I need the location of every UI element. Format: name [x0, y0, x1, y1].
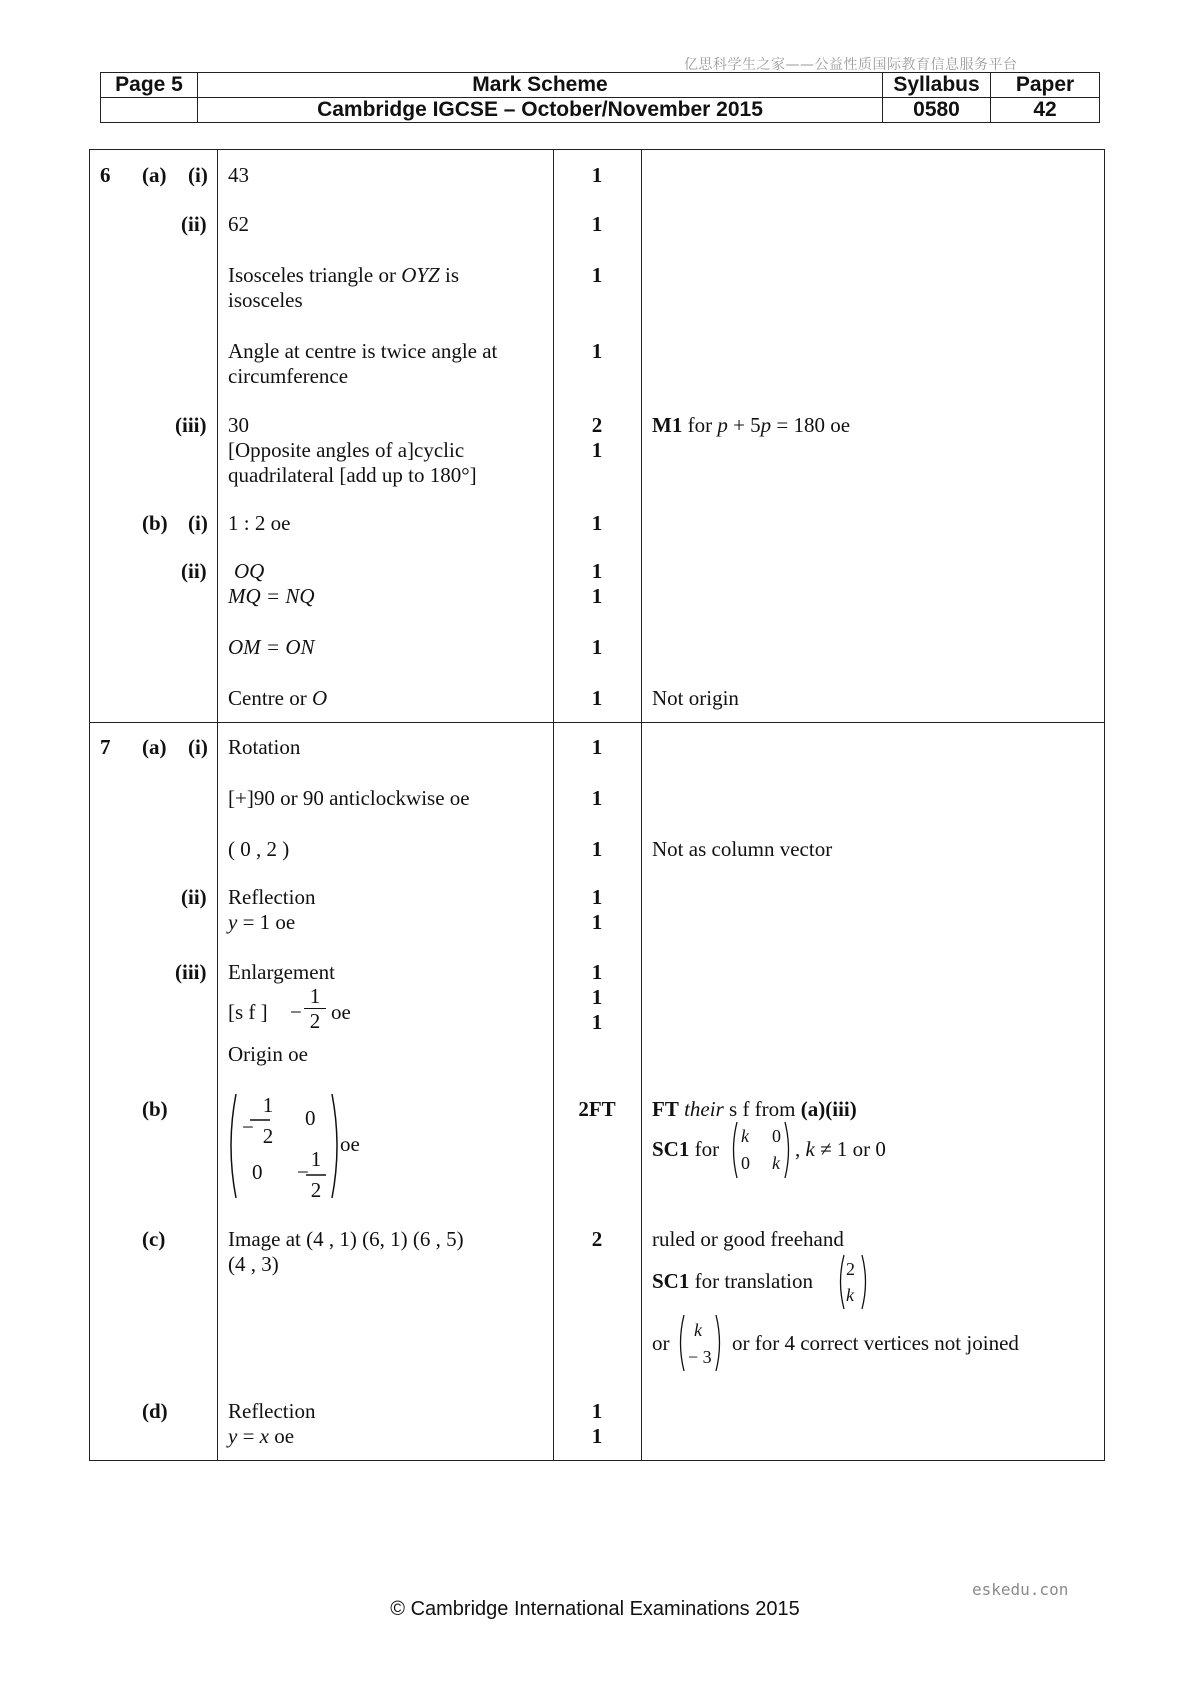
q7-rotation-mark: 1 — [591, 735, 603, 759]
q6-a-iii: (iii) — [175, 413, 207, 437]
q6-number: 6 — [100, 163, 111, 187]
q7-centre-mark: 1 — [591, 837, 603, 861]
column-divider — [217, 149, 218, 1461]
q7-part-b: (b) — [142, 1097, 168, 1121]
q7-a-i: (i) — [188, 735, 208, 759]
q6-isosceles-line1: Isosceles triangle or OYZ is — [228, 263, 459, 287]
q7-c-comment-or: or — [652, 1331, 670, 1355]
paper-label: Paper — [991, 73, 1100, 98]
q6-isosceles-line2: isosceles — [228, 288, 303, 312]
q7-enl-mark2: 1 — [591, 985, 603, 1009]
q7-c-comment-ruled: ruled or good freehand — [652, 1227, 844, 1251]
q7-b-m22-den: 2 — [310, 1178, 322, 1202]
q6-cyclic-mark: 1 — [591, 438, 603, 462]
q6-a-ii-answer: 62 — [228, 212, 249, 236]
q7-enl-mark1: 1 — [591, 960, 603, 984]
q7-sf-minus: − — [290, 1000, 302, 1024]
q6-isosceles-mark: 1 — [591, 263, 603, 287]
q6-b-i: (i) — [188, 511, 208, 535]
q6-a-iii-answer: 30 — [228, 413, 249, 437]
q7-centre: ( 0 , 2 ) — [228, 837, 290, 861]
syllabus-label: Syllabus — [883, 73, 991, 98]
q7-b-sc1-k2: k — [772, 1153, 780, 1173]
q6-cyclic-line2: quadrilateral [add up to 180°] — [228, 463, 477, 487]
vector-right-bracket — [716, 1315, 720, 1371]
q7-b-m12: 0 — [305, 1106, 316, 1130]
q6-centre-mark: 1 — [591, 686, 603, 710]
q7-b-comment-ft: FT their s f from (a)(iii) — [652, 1097, 857, 1121]
q7-b-sc1-z1: 0 — [772, 1126, 781, 1146]
q7-sf-label: [s f ] — [228, 1000, 268, 1024]
q6-angle-mark: 1 — [591, 339, 603, 363]
q6-part-a: (a) — [142, 163, 167, 187]
q7-b-comment-k: , k ≠ 1 or 0 — [795, 1137, 886, 1161]
q7-origin: Origin oe — [228, 1042, 308, 1066]
column-divider — [553, 149, 554, 1461]
q6-a-i-answer: 43 — [228, 163, 249, 187]
q7-b-matrix — [224, 1090, 354, 1202]
q6-a-i: (i) — [188, 163, 208, 187]
q6-b-ii: (ii) — [181, 559, 207, 583]
q6-a-ii: (ii) — [181, 212, 207, 236]
q7-reflection-mark: 1 — [591, 885, 603, 909]
q7-part-a: (a) — [142, 735, 167, 759]
q7-c-answer-line2: (4 , 3) — [228, 1252, 279, 1276]
paper-number: 42 — [991, 98, 1100, 123]
q7-centre-comment: Not as column vector — [652, 837, 833, 861]
q7-b-sc1-k1: k — [741, 1126, 749, 1146]
q7-d-mark2: 1 — [591, 1424, 603, 1448]
q6-a-iii-comment: M1 for p + 5p = 180 oe — [652, 413, 851, 437]
q7-enlargement: Enlargement — [228, 960, 335, 984]
q6-a-ii-mark: 1 — [591, 212, 603, 236]
q6-a-iii-mark: 2 — [591, 413, 603, 437]
matrix-left-bracket — [231, 1094, 236, 1198]
q6-oq: OQ — [234, 559, 265, 583]
q7-b-m21: 0 — [252, 1160, 263, 1184]
q7-a-iii: (iii) — [175, 960, 207, 984]
q7-rotation: Rotation — [228, 735, 301, 759]
q7-b-m11-num: 1 — [262, 1093, 274, 1117]
q7-b-comment-sc1: SC1 for — [652, 1137, 720, 1161]
q7-c-comment-sc1: SC1 for translation — [652, 1269, 813, 1293]
q6-oq-mark: 1 — [591, 559, 603, 583]
q6-centre-comment: Not origin — [652, 686, 739, 710]
q7-angle-mark: 1 — [591, 786, 603, 810]
column-divider — [641, 149, 642, 1461]
q7-d-line-yx: y = x oe — [228, 1424, 295, 1448]
q7-b-sc1-z2: 0 — [741, 1153, 750, 1173]
q7-b-m22-num: 1 — [310, 1147, 322, 1171]
q7-c-comment-tail: or for 4 correct vertices not joined — [732, 1331, 1019, 1355]
q7-line-y1-mark: 1 — [591, 910, 603, 934]
vector-right-bracket — [862, 1255, 866, 1309]
header-blank — [101, 98, 198, 123]
header-subtitle: Cambridge IGCSE – October/November 2015 — [198, 98, 883, 123]
syllabus-code: 0580 — [883, 98, 991, 123]
copyright-footer: © Cambridge International Examinations 2015 — [390, 1598, 800, 1620]
q7-line-y1: y = 1 oe — [228, 910, 296, 934]
q6-cyclic-line1: [Opposite angles of a]cyclic — [228, 438, 465, 462]
q7-b-m11-minus: − — [242, 1115, 254, 1139]
eskedu-watermark: eskedu.con — [972, 1580, 1069, 1599]
q7-b-m22-minus: − — [297, 1160, 309, 1184]
q7-c-vector2-bottom: − 3 — [688, 1347, 712, 1367]
q6-mq-nq: MQ = NQ — [228, 584, 315, 608]
q7-c-mark: 2 — [591, 1227, 603, 1251]
page-number: Page 5 — [101, 73, 198, 98]
q7-number: 7 — [100, 735, 111, 759]
q6-angle-line1: Angle at centre is twice angle at — [228, 339, 498, 363]
matrix-right-bracket — [332, 1094, 337, 1198]
header-table — [100, 72, 1100, 123]
q6-mq-mark: 1 — [591, 584, 603, 608]
q7-c-answer-line1: Image at (4 , 1) (6, 1) (6 , 5) — [228, 1227, 464, 1251]
watermark: 亿思科学生之家——公益性质国际教育信息服务平台 — [684, 57, 1018, 73]
vector-left-bracket — [681, 1315, 685, 1371]
q6-om-on: OM = ON — [228, 635, 315, 659]
q6-b-i-answer: 1 : 2 oe — [228, 511, 291, 535]
q7-a-ii: (ii) — [181, 885, 207, 909]
q7-b-sc1-matrix — [729, 1120, 793, 1180]
q6-centre: Centre or O — [228, 686, 328, 710]
vector-left-bracket — [841, 1255, 845, 1309]
q7-angle: [+]90 or 90 anticlockwise oe — [228, 786, 470, 810]
q7-part-c: (c) — [142, 1227, 166, 1251]
q7-reflection: Reflection — [228, 885, 316, 909]
q7-d-mark1: 1 — [591, 1399, 603, 1423]
q7-part-d: (d) — [142, 1399, 168, 1423]
q7-b-oe: oe — [340, 1132, 360, 1156]
header-title: Mark Scheme — [198, 73, 883, 98]
q7-b-m11-den: 2 — [262, 1124, 274, 1148]
q7-b-mark: 2FT — [578, 1097, 616, 1121]
q6-part-b: (b) — [142, 511, 168, 535]
q7-c-vector1-bottom: k — [846, 1285, 854, 1305]
q6-b-i-mark: 1 — [591, 511, 603, 535]
q7-d-reflection: Reflection — [228, 1399, 316, 1423]
matrix-left-bracket — [734, 1122, 738, 1178]
q7-c-vector2-top: k — [694, 1320, 702, 1340]
matrix-right-bracket — [785, 1122, 789, 1178]
q6-om-mark: 1 — [591, 635, 603, 659]
row-divider — [89, 722, 1105, 723]
q6-a-i-mark: 1 — [591, 163, 603, 187]
q6-angle-line2: circumference — [228, 364, 349, 388]
q7-sf-fraction: 1 2 — [304, 985, 326, 1032]
q7-c-vector1-top: 2 — [846, 1259, 855, 1279]
q7-enl-mark3: 1 — [591, 1010, 603, 1034]
q7-sf-oe: oe — [331, 1000, 351, 1024]
